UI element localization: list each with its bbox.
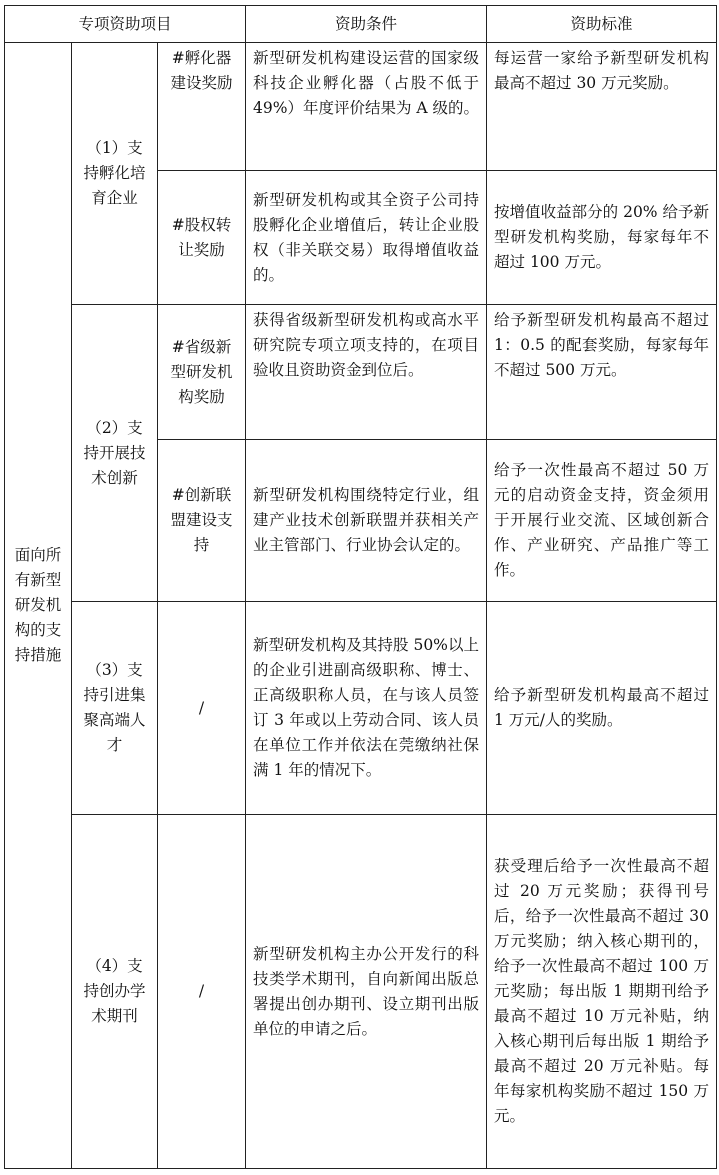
header-project: 专项资助项目 <box>5 6 246 43</box>
sub-item-cell: #孵化器建设奖励 <box>158 43 246 171</box>
sub-item-cell: / <box>158 602 246 815</box>
condition-cell: 新型研发机构及其持股 50%以上的企业引进副高级职称、博士、正高级职称人员，在与该人员签订 3 年或以上劳动合同、该人员在单位工作并依法在莞缴纳社保满 1 年的情况下。 <box>246 602 487 815</box>
header-condition: 资助条件 <box>246 6 487 43</box>
sub-item-cell: #创新联盟建设支持 <box>158 440 246 602</box>
table-row <box>5 815 717 1169</box>
category-cell: （3）支持引进集聚高端人才 <box>72 602 158 815</box>
condition-cell: 新型研发机构围绕特定行业，组建产业技术创新联盟并获相关产业主管部门、行业协会认定的。 <box>246 440 487 602</box>
category-cell: （1）支持孵化培育企业 <box>72 43 158 305</box>
standard-cell: 每运营一家给予新型研发机构最高不超过 30 万元奖励。 <box>487 43 717 171</box>
condition-cell: 获得省级新型研发机构或高水平研究院专项立项支持的，在项目验收且资助资金到位后。 <box>246 305 487 440</box>
standard-cell: 给予新型研发机构最高不超过 1：0.5 的配套奖励，每家每年不超过 500 万元。 <box>487 305 717 440</box>
category-cell: （4）支持创办学术期刊 <box>72 815 158 1169</box>
table-row <box>5 602 717 815</box>
condition-cell: 新型研发机构主办公开发行的科技类学术期刊，自向新闻出版总署提出创办期刊、设立期刊出版单位的申请之后。 <box>246 815 487 1169</box>
support-measures-table <box>4 5 717 1169</box>
standard-cell: 获受理后给予一次性最高不超过 20 万元奖励；获得刊号后，给予一次性最高不超过 30 万元奖励；纳入核心期刊的，给予一次性最高不超过 100 万元奖励；每出版 1 期期刊给予最高不超过 10 万元补贴，纳入核心期刊后每出版 1 期给予最高不超过 20 万元补贴。每年每家机构奖励不超过 150 万元。 <box>487 815 717 1169</box>
table-row <box>5 305 717 440</box>
standard-cell: 按增值收益部分的 20% 给予新型研发机构奖励，每家每年不超过 100 万元。 <box>487 171 717 305</box>
standard-cell: 给予一次性最高不超过 50 万元的启动资金支持，资金须用于开展行业交流、区域创新合作、产业研究、产品推广等工作。 <box>487 440 717 602</box>
sub-item-cell: / <box>158 815 246 1169</box>
header-standard: 资助标准 <box>487 6 717 43</box>
sub-item-cell: #省级新型研发机构奖励 <box>158 305 246 440</box>
condition-cell: 新型研发机构或其全资子公司持股孵化企业增值后，转让企业股权（非关联交易）取得增值收益的。 <box>246 171 487 305</box>
table-row <box>5 43 717 171</box>
category-cell: （2）支持开展技术创新 <box>72 305 158 602</box>
condition-cell: 新型研发机构建设运营的国家级科技企业孵化器（占股不低于 49%）年度评价结果为 A 级的。 <box>246 43 487 171</box>
group-label: 面向所有新型研发机构的支持措施 <box>5 43 72 1169</box>
standard-cell: 给予新型研发机构最高不超过 1 万元/人的奖励。 <box>487 602 717 815</box>
table-header-row <box>5 6 717 43</box>
sub-item-cell: #股权转让奖励 <box>158 171 246 305</box>
